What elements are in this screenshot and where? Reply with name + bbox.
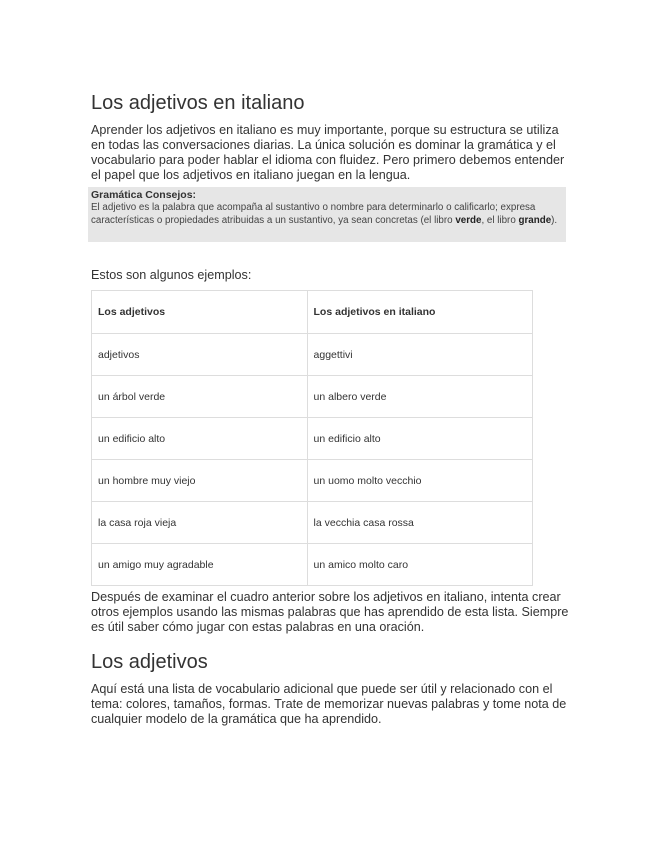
table-cell-spanish: un edificio alto [92, 418, 308, 460]
table-row [92, 418, 533, 460]
table-cell-spanish: adjetivos [92, 334, 308, 376]
tip-title: Gramática Consejos: [91, 189, 197, 201]
table-cell-spanish: un amigo muy agradable [92, 544, 308, 586]
tip-bold-grande: grande [518, 215, 552, 226]
table-cell-italian: aggettivi [307, 334, 532, 376]
table-row [92, 376, 533, 418]
table-cell-spanish: un árbol verde [92, 376, 308, 418]
section-adjectives-paragraph: Aquí está una lista de vocabulario adicional que puede ser útil y relacionado con el tema: colores, tamaños, formas. Trate de memorizar nuevas palabras y tome nota de cualquier modelo de la gramática que ha aprendido. [91, 682, 567, 726]
tip-bold-verde: verde [455, 215, 482, 226]
table-cell-spanish: un hombre muy viejo [92, 460, 308, 502]
tip-body-middle: , el libro [481, 215, 519, 226]
table-header-spanish: Los adjetivos [92, 291, 308, 334]
table-row [92, 502, 533, 544]
table-cell-italian: la vecchia casa rossa [307, 502, 532, 544]
table-cell-italian: un amico molto caro [307, 544, 532, 586]
tip-body-end: ). [551, 215, 558, 226]
table-row [92, 460, 533, 502]
table-cell-italian: un uomo molto vecchio [307, 460, 532, 502]
table-cell-italian: un edificio alto [307, 418, 532, 460]
after-table-paragraph: Después de examinar el cuadro anterior sobre los adjetivos en italiano, intenta crear otros ejemplos usando las mismas palabras que has aprendido de esta lista. Siempre es útil saber cómo jugar con estas palabras en una oración. [91, 590, 569, 634]
examples-intro: Estos son algunos ejemplos: [91, 268, 252, 282]
table-cell-italian: un albero verde [307, 376, 532, 418]
intro-paragraph: Aprender los adjetivos en italiano es muy importante, porque su estructura se utiliza en todas las conversaciones diarias. La única solución es dominar la gramática y el vocabulario para poder hablar el idioma con fluidez. Pero primero debemos entender el papel que los adjetivos en italiano juegan en la lengua. [91, 123, 565, 182]
table-cell-spanish: la casa roja vieja [92, 502, 308, 544]
table-header-italian: Los adjetivos en italiano [307, 291, 532, 334]
section-title-adjectives: Los adjetivos [91, 651, 208, 673]
adjectives-table [91, 290, 533, 586]
tip-body [91, 201, 566, 227]
table-row [92, 334, 533, 376]
page-title: Los adjetivos en italiano [91, 92, 305, 114]
grammar-tip-box [88, 187, 566, 242]
table-header-row [92, 291, 533, 334]
tip-body-start: El adjetivo es la palabra que acompaña al sustantivo o nombre para determinarlo o calificarlo; expresa características o propiedades atribuidas a un sustantivo, ya sean concretas (el libro [91, 202, 536, 226]
table-row [92, 544, 533, 586]
